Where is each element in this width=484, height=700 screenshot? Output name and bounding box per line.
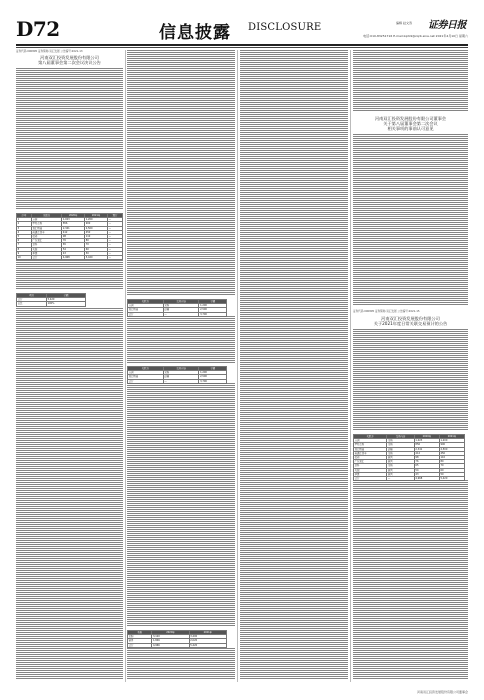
- table-cell: 412: [414, 451, 439, 455]
- table-cell: 天瑞: [354, 468, 387, 472]
- table-cell: 意科: [354, 464, 387, 468]
- table-cell: 占比: [17, 302, 47, 306]
- table-cell: 110: [85, 234, 108, 238]
- body-text: [353, 480, 468, 680]
- announcement-2-heading: [353, 116, 468, 131]
- table-header-cell: 交易内容: [387, 435, 415, 439]
- table-header-cell: 关联方: [31, 214, 61, 218]
- column-2: [127, 50, 235, 682]
- table-header-cell: 预计: [108, 214, 123, 218]
- table-cell: 50: [85, 251, 108, 255]
- announcement-2-title-line-1: 河南双汇投资发展股份有限公司董事会: [374, 116, 447, 121]
- table-cell: 80: [439, 460, 464, 464]
- table-cell: 合计: [31, 255, 61, 259]
- announcement-meta: 证券代码:000895 证券简称:双汇发展 公告编号:2021-13: [16, 50, 83, 53]
- transaction-table: [127, 299, 227, 317]
- table-cell: —: [163, 312, 199, 316]
- table-cell: 70: [85, 243, 108, 247]
- table-cell: —: [108, 222, 123, 226]
- table-header-cell: 2020年: [62, 214, 85, 218]
- body-text: [240, 50, 348, 680]
- bottom-table: [127, 630, 227, 648]
- table-cell: 3,400: [189, 635, 226, 639]
- table-cell: 采购: [163, 371, 199, 375]
- table-cell: —: [108, 218, 123, 222]
- table-cell: 54: [62, 247, 85, 251]
- body-text: [16, 260, 123, 290]
- table-cell: 50: [439, 472, 464, 476]
- table-cell: —: [108, 234, 123, 238]
- table-cell: 合计: [128, 643, 152, 647]
- table-cell: 5,420: [85, 255, 108, 259]
- table-cell: 采购: [387, 443, 415, 447]
- page-number: D72: [16, 17, 60, 41]
- table-header-cell: 关联方: [354, 435, 387, 439]
- table-cell: 双汇物流: [354, 447, 387, 451]
- table-header-cell: 名称: [128, 631, 152, 635]
- table-cell: 2: [17, 222, 32, 226]
- table-cell: 合计: [354, 476, 387, 480]
- table-cell: 100%: [47, 302, 86, 306]
- masthead: [16, 18, 468, 42]
- body-text: [127, 383, 235, 627]
- body-text: [127, 316, 235, 364]
- table-cell: 65: [414, 464, 439, 468]
- table-cell: —: [108, 251, 123, 255]
- body-text: [127, 50, 235, 296]
- masthead-right: [308, 18, 468, 42]
- table-cell: —: [108, 239, 123, 243]
- table-cell: 412: [62, 230, 85, 234]
- table-cell: 采购: [128, 635, 152, 639]
- table-cell: 1,200: [439, 439, 464, 443]
- table-cell: 3,700: [199, 379, 227, 383]
- body-text: [16, 68, 123, 210]
- related-party-table: [16, 213, 123, 260]
- newspaper-logo: 证券日报: [428, 20, 466, 31]
- table-cell: 1,023: [62, 218, 85, 222]
- table-cell: 杜邦: [354, 455, 387, 459]
- table-header-cell: 金额: [47, 294, 86, 298]
- column-divider: [125, 50, 126, 682]
- table-cell: 万洲: [128, 371, 164, 375]
- table-cell: 856: [414, 443, 439, 447]
- table-header-cell: 项目: [17, 294, 47, 298]
- table-cell: 华懋: [31, 251, 61, 255]
- table-cell: 合计: [128, 379, 164, 383]
- announcement-title-line-2: 第八届董事会第二次会议决议公告: [38, 60, 101, 65]
- table-cell: 1,846: [152, 639, 189, 643]
- table-header-cell: 交易内容: [163, 300, 199, 304]
- table-cell: 5,420: [47, 298, 86, 302]
- table-cell: 60: [85, 247, 108, 251]
- summary-table: [16, 293, 86, 307]
- announcement-3-title-line-1: 河南双汇投资发展股份有限公司: [381, 316, 440, 321]
- table-cell: 5: [17, 234, 32, 238]
- table-cell: 销售: [387, 455, 415, 459]
- table-cell: 43: [414, 472, 439, 476]
- column-3: [240, 50, 348, 682]
- table-cell: 80: [85, 239, 108, 243]
- table-cell: 2,020: [189, 639, 226, 643]
- table-cell: 合计: [128, 312, 164, 316]
- table-cell: 罗特克斯: [31, 222, 61, 226]
- table-cell: 销售: [387, 472, 415, 476]
- table-cell: 南通汇羽丰: [31, 230, 61, 234]
- table-header-cell: 关联方: [128, 300, 164, 304]
- announcement-2-title-line-2: 关于第八届董事会第二次会议: [383, 121, 438, 126]
- table-header-cell: 2020年: [414, 435, 439, 439]
- announcement-title-line-1: 河南双汇投资发展股份有限公司: [40, 55, 99, 60]
- table-header-cell: 2021年: [189, 631, 226, 635]
- table-cell: 华懋: [354, 472, 387, 476]
- table-cell: 4,968: [414, 476, 439, 480]
- table-cell: —: [108, 255, 123, 259]
- table-cell: 3: [17, 226, 32, 230]
- announcement-3-title-line-2: 关于2021年度日常关联交易预计的公告: [373, 321, 448, 326]
- table-header-cell: 2020年: [152, 631, 189, 635]
- table-cell: 万洲: [128, 304, 164, 308]
- body-text: [353, 134, 468, 306]
- contact-line: 电话:010-83251716 E-mail:zqrb9@zqrb.sina.net 2021年4月10日 星期六: [363, 34, 468, 38]
- table-cell: 采购: [387, 439, 415, 443]
- table-cell: 广东双汇: [354, 460, 387, 464]
- body-text: [353, 329, 468, 431]
- table-cell: 900: [85, 222, 108, 226]
- table-cell: 采购: [387, 464, 415, 468]
- table-cell: 销售: [387, 468, 415, 472]
- table-cell: 9: [17, 251, 32, 255]
- table-cell: 4: [17, 230, 32, 234]
- table-cell: 98: [414, 455, 439, 459]
- table-cell: 70: [439, 464, 464, 468]
- transaction-table-2: [127, 366, 227, 384]
- table-cell: —: [387, 476, 415, 480]
- table-header-cell: 2021年: [85, 214, 108, 218]
- table-cell: 2,341: [414, 447, 439, 451]
- masthead-rule: [16, 44, 468, 46]
- table-cell: —: [108, 247, 123, 251]
- table-cell: 2,341: [62, 226, 85, 230]
- table-cell: 运输: [163, 375, 199, 379]
- table-cell: 8: [17, 247, 32, 251]
- table-cell: 5,420: [439, 476, 464, 480]
- table-header-cell: 序号: [17, 214, 32, 218]
- table-cell: 采购: [387, 451, 415, 455]
- table-cell: 罗特克斯: [354, 443, 387, 447]
- table-cell: 3,700: [199, 312, 227, 316]
- column-divider: [237, 50, 238, 682]
- table-cell: 2,500: [439, 447, 464, 451]
- table-row: [17, 302, 86, 306]
- table-cell: 1,023: [414, 439, 439, 443]
- table-cell: 60: [439, 468, 464, 472]
- table-cell: 双汇物流: [128, 308, 164, 312]
- table-cell: 万洲: [354, 439, 387, 443]
- related-party-forecast-table: [353, 434, 465, 481]
- table-cell: 110: [439, 455, 464, 459]
- table-cell: 万洲: [31, 218, 61, 222]
- table-cell: 2,500: [199, 375, 227, 379]
- body-text: [16, 308, 123, 680]
- table-cell: 900: [439, 443, 464, 447]
- table-cell: 43: [62, 251, 85, 255]
- announcement-3-heading: [353, 316, 468, 326]
- announcement-3-meta: 证券代码:000895 证券简称:双汇发展 公告编号:2021-15: [353, 310, 420, 313]
- table-cell: 南通汇羽丰: [354, 451, 387, 455]
- table-cell: —: [108, 226, 123, 230]
- table-cell: 54: [414, 468, 439, 472]
- table-row: [128, 643, 227, 647]
- section-title-en: DISCLOSURE: [248, 22, 322, 33]
- announcement-heading: [16, 55, 123, 65]
- column-1: [16, 50, 123, 682]
- table-cell: 天瑞: [31, 247, 61, 251]
- columns: [16, 50, 468, 682]
- table-cell: 运输: [387, 447, 415, 451]
- table-cell: 5,420: [189, 643, 226, 647]
- table-cell: 运输: [163, 308, 199, 312]
- table-cell: 2,500: [85, 226, 108, 230]
- table-cell: 450: [85, 230, 108, 234]
- table-cell: 合计: [17, 298, 47, 302]
- announcement-2-title-line-3: 相关事项的事前认可意见: [387, 126, 434, 131]
- table-cell: 2,500: [199, 308, 227, 312]
- table-cell: 意科: [31, 243, 61, 247]
- table-cell: 1,200: [199, 371, 227, 375]
- table-cell: 4,968: [62, 255, 85, 259]
- table-cell: 6: [17, 239, 32, 243]
- table-header-cell: 金额: [199, 300, 227, 304]
- table-cell: 1,200: [85, 218, 108, 222]
- table-cell: 销售: [128, 639, 152, 643]
- table-cell: 双汇物流: [31, 226, 61, 230]
- table-cell: —: [108, 230, 123, 234]
- table-cell: 76: [62, 239, 85, 243]
- table-cell: 98: [62, 234, 85, 238]
- footer-signature: 河南双汇投资发展股份有限公司董事会: [416, 690, 468, 694]
- table-row: [17, 255, 123, 259]
- section-title: 信息披露: [159, 23, 231, 43]
- table-cell: 杜邦: [31, 234, 61, 238]
- body-text: [353, 50, 468, 112]
- table-header-cell: 2021年: [439, 435, 464, 439]
- editor-line: 编辑 赵文涛: [396, 21, 412, 25]
- table-cell: —: [163, 379, 199, 383]
- column-divider: [350, 50, 351, 682]
- table-cell: 1,200: [199, 304, 227, 308]
- table-cell: 采购: [163, 304, 199, 308]
- table-cell: 856: [62, 222, 85, 226]
- table-cell: 1: [17, 218, 32, 222]
- table-header-cell: 交易内容: [163, 367, 199, 371]
- table-cell: 广东双汇: [31, 239, 61, 243]
- table-cell: 双汇物流: [128, 375, 164, 379]
- table-cell: 450: [439, 451, 464, 455]
- table-cell: 7: [17, 243, 32, 247]
- table-header-cell: 金额: [199, 367, 227, 371]
- column-4: [353, 50, 468, 682]
- table-cell: 4,966: [152, 643, 189, 647]
- table-header-cell: 关联方: [128, 367, 164, 371]
- table-cell: 65: [62, 243, 85, 247]
- table-cell: 3,120: [152, 635, 189, 639]
- body-text: [127, 648, 235, 680]
- table-cell: 76: [414, 460, 439, 464]
- table-cell: 10: [17, 255, 32, 259]
- masthead-rule-thin: [16, 47, 468, 48]
- table-cell: —: [108, 243, 123, 247]
- table-cell: 销售: [387, 460, 415, 464]
